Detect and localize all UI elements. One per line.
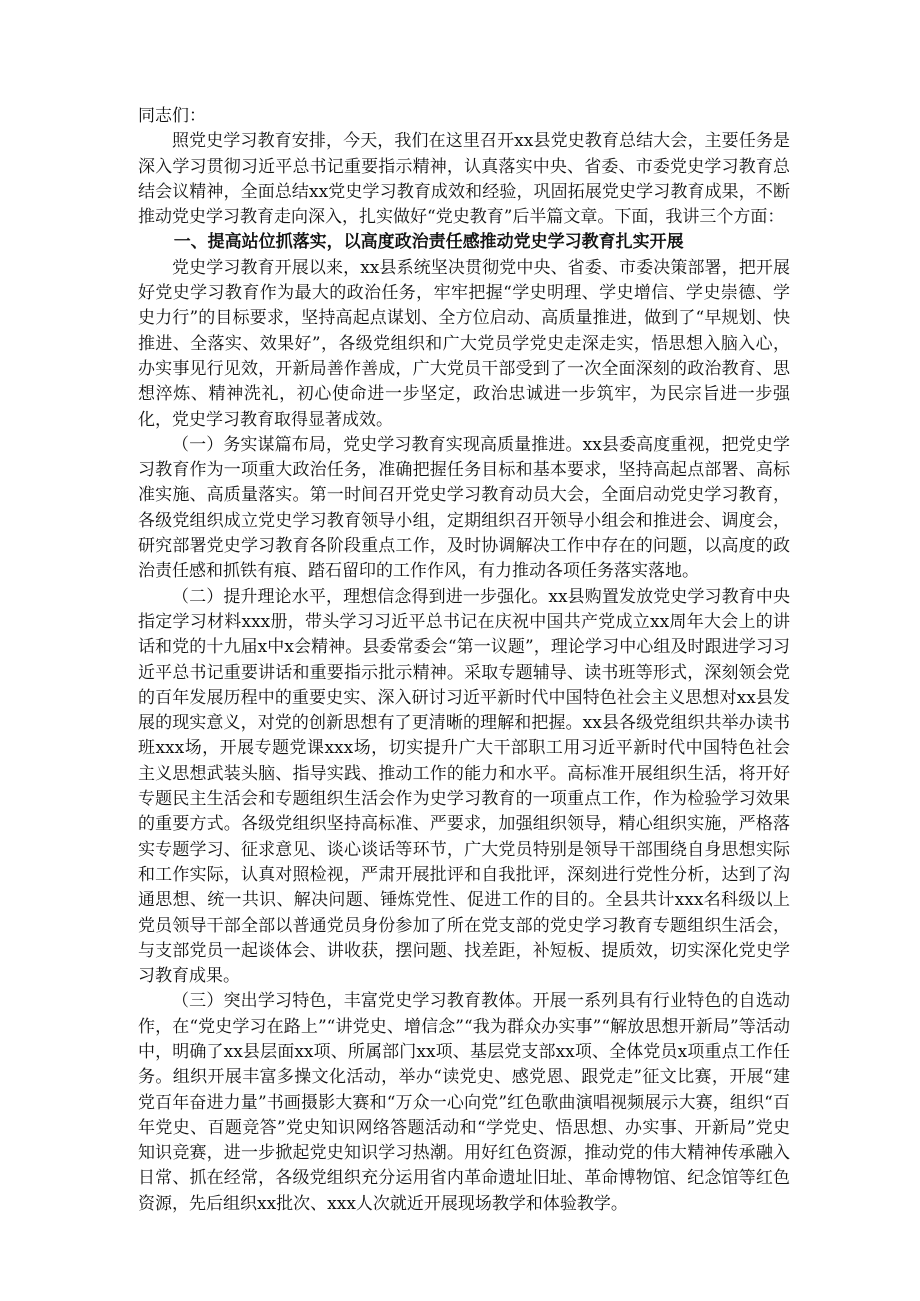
intro-paragraph: 照党史学习教育安排，今天，我们在这里召开xx县党史教育总结大会，主要任务是深入学习贯彻习近平总书记重要指示精神，认真落实中央、省委、市委党史学习教育总结会议精神，全面总结xx党史学习教育成效和经验，巩固拓展党史学习教育成果，不断推动党史学习教育走向深入，扎实做好“党史教育”后半篇文章。下面，我讲三个方面： (138, 131, 790, 228)
section-1-heading: 一、提高站位抓落实，以高度政治责任感推动党史学习教育扎实开展 (173, 232, 684, 253)
salutation: 同志们： (138, 106, 206, 126)
subsection-3-paragraph: （三）突出学习特色，丰富党史学习教育教体。开展一系列具有行业特色的自选动作，在“党史学习在路上”“讲党史、增信念”“我为群众办实事”“解放思想开新局”等活动中，明确了xx县层面xx项、所属部门xx项、基层党支部xx项、全体党员x项重点工作任务。组织开展丰富多操文化活动，举办“读党史、感党恩、跟党走”征文比赛，开展“建党百年奋进力量”书画摄影大赛和“万众一心向党”红色歌曲演唱视频展示大赛，组织“百年党史、百题竞答”党史知识网络答题活动和“学党史、悟思想、办实事、开新局”党史知识竞赛，进一步掀起党史知识学习热潮。用好红色资源，推动党的伟大精神传承融入日常、抓在经常，各级党组织充分运用省内革命遗址旧址、革命博物馆、纪念馆等红色资源，先后组织xx批次、xxx人次就近开展现场教学和体验教学。 (138, 991, 790, 1214)
document-body (138, 104, 790, 1217)
subsection-2-paragraph: （二）提升理论水平，理想信念得到进一步强化。xx县购置发放党史学习教育中央指定学习材料xxx册，带头学习习近平总书记在庆祝中国共产党成立xx周年大会上的讲话和党的十九届x中x会精神。县委常委会“第一议题”，理论学习中心组及时跟进学习习近平总书记重要讲话和重要指示批示精神。采取专题辅导、读书班等形式，深刻领会党的百年发展历程中的重要史实、深入研讨习近平新时代中国特色社会主义思想对xx县发展的现实意义，对党的创新思想有了更清晰的理解和把握。xx县各级党组织共举办读书班xxx场，开展专题党课xxx场，切实提升广大干部职工用习近平新时代中国特色社会主义思想武装头脑、指导实践、推动工作的能力和水平。高标准开展组织生活，将开好专题民主生活会和专题组织生活会作为史学习教育的一项重点工作，作为检验学习效果的重要方式。各级党组织坚持高标准、严要求，加强组织领导，精心组织实施，严格落实专题学习、征求意见、谈心谈话等环节，广大党员特别是领导干部围绕自身思想实际和工作实际，认真对照检视，严肃开展批评和自我批评，深刻进行党性分析，达到了沟通思想、统一共识、解决问题、锤炼党性、促进工作的目的。全县共计xxx名科级以上党员领导干部全部以普通党员身份参加了所在党支部的党史学习教育专题组织生活会，与支部党员一起谈体会、讲收获，摆问题、找差距，补短板、提质效，切实深化党史学习教育成果。 (138, 586, 790, 987)
section-1-paragraph: 党史学习教育开展以来，xx县系统坚决贯彻党中央、省委、市委决策部署，把开展好党史学习教育作为最大的政治任务，牢牢把握“学史明理、学史增信、学史崇德、学史力行”的目标要求，坚持高起点谋划、全方位启动、高质量推进，做到了“早规划、快推进、全落实、效果好”，各级党组织和广大党员学党史走深走实，悟思想入脑入心，办实事见行见效，开新局善作善成，广大党员干部受到了一次全面深刻的政治教育、思想淬炼、精神洗礼，初心使命进一步坚定，政治忠诚进一步筑牢，为民宗旨进一步强化，党史学习教育取得显著成效。 (138, 257, 790, 430)
subsection-1-paragraph: （一）务实谋篇布局，党史学习教育实现高质量推进。xx县委高度重视，把党史学习教育作为一项重大政治任务，准确把握任务目标和基本要求，坚持高起点部署、高标准实施、高质量落实。第一时间召开党史学习教育动员大会，全面启动党史学习教育，各级党组织成立党史学习教育领导小组，定期组织召开领导小组会和推进会、调度会，研究部署党史学习教育各阶段重点工作，及时协调解决工作中存在的问题，以高度的政治责任感和抓铁有痕、踏石留印的工作作风，有力推动各项任务落实落地。 (138, 434, 790, 582)
